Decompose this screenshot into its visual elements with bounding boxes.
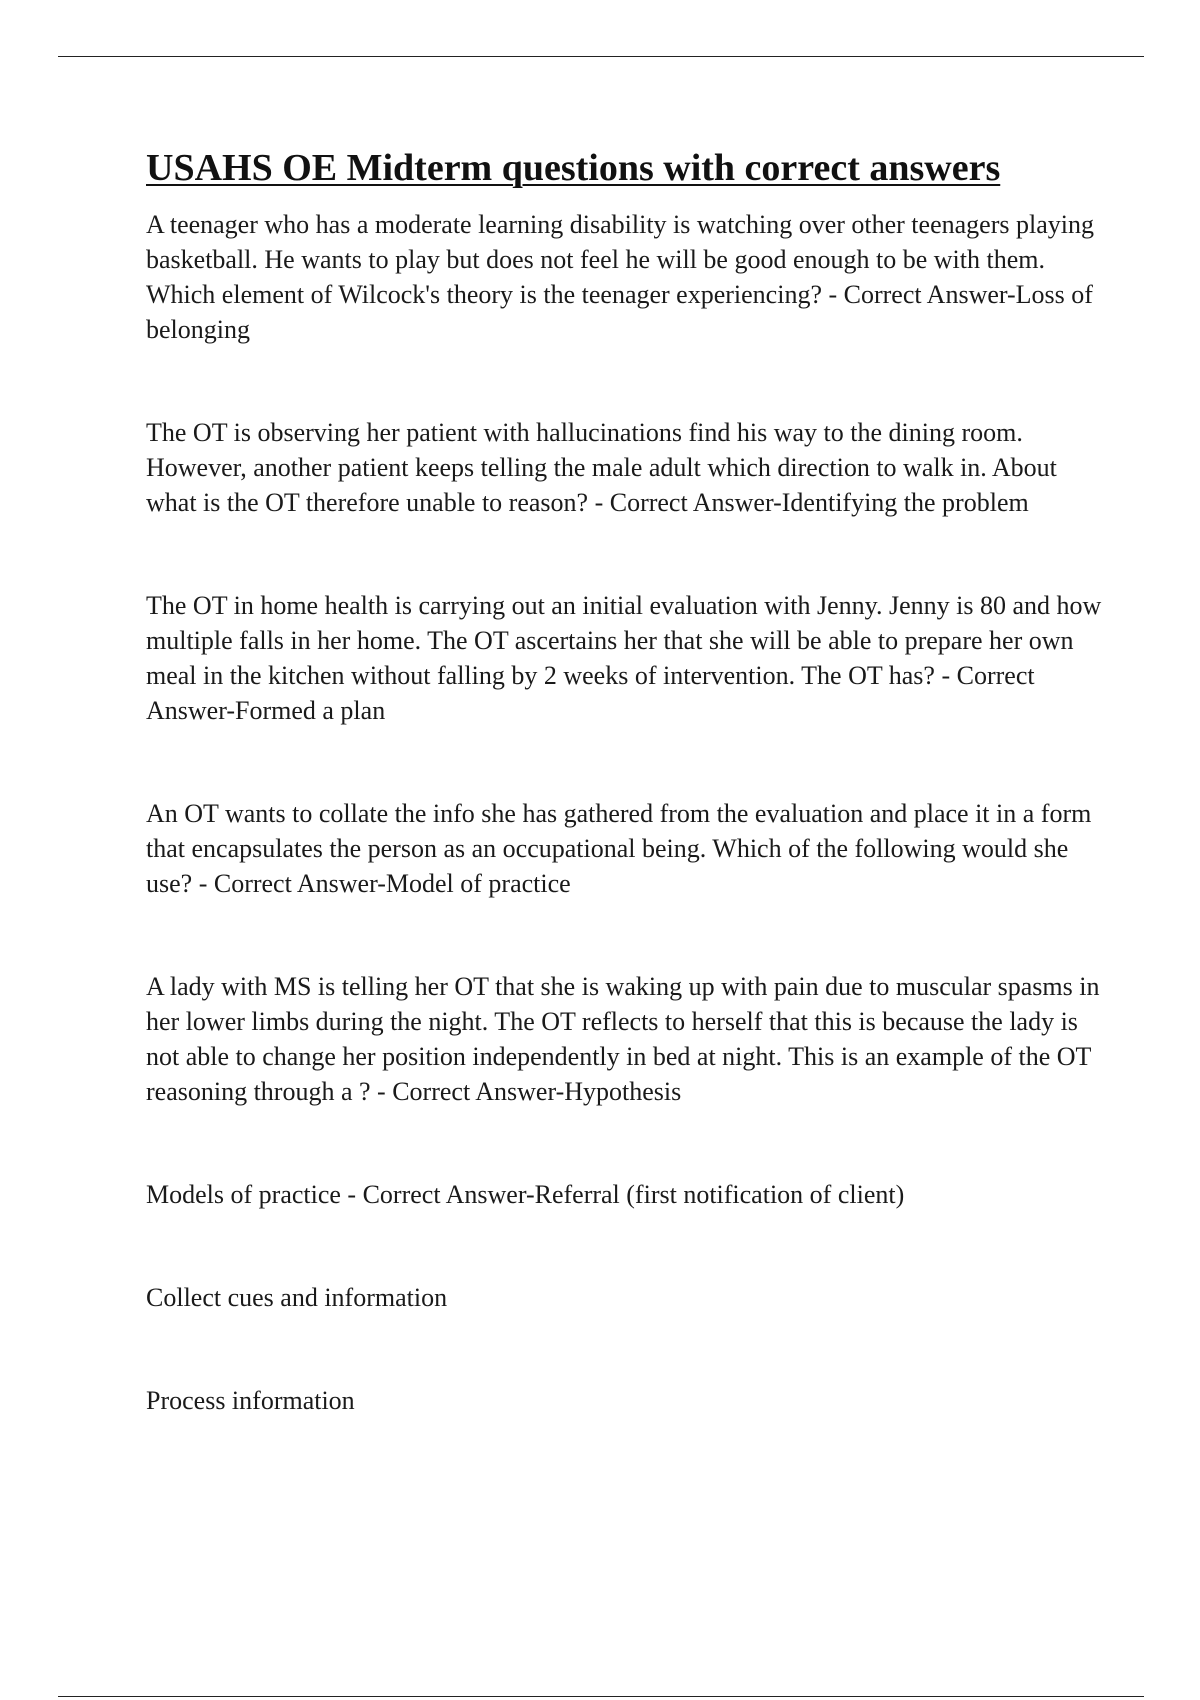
document-title: USAHS OE Midterm questions with correct answers bbox=[146, 147, 1001, 189]
paragraph-1: A teenager who has a moderate learning disability is watching over other teenagers playing basketball. He wants to play but does not feel he will be good enough to be with them. Which element of Wilcock's theory is the teenager experiencing? - Correct Answer-Loss of belonging bbox=[146, 210, 1094, 344]
bottom-rule bbox=[58, 1696, 1144, 1697]
page-content bbox=[146, 145, 1106, 1418]
paragraph-4: An OT wants to collate the info she has gathered from the evaluation and place it in a form that encapsulates the person as an occupational being. Which of the following would she use? - Correct Answer-Model of practice bbox=[146, 799, 1092, 898]
paragraph-2: The OT is observing her patient with hallucinations find his way to the dining room. However, another patient keeps telling the male adult which direction to walk in. About what is the OT therefore unable to reason? - Correct Answer-Identifying the problem bbox=[146, 418, 1057, 517]
paragraph-8: Process information bbox=[146, 1386, 355, 1415]
paragraph-6: Models of practice - Correct Answer-Referral (first notification of client) bbox=[146, 1180, 905, 1209]
paragraph-3: The OT in home health is carrying out an initial evaluation with Jenny. Jenny is 80 and how multiple falls in her home. The OT ascertains her that she will be able to prepare her own meal in the kitchen without falling by 2 weeks of intervention. The OT has? - Correct Answer-Formed a plan bbox=[146, 591, 1102, 725]
paragraph-5: A lady with MS is telling her OT that she is waking up with pain due to muscular spasms in her lower limbs during the night. The OT reflects to herself that this is because the lady is not able to change her position independently in bed at night. This is an example of the OT reasoning through a ? - Correct Answer-Hypothesis bbox=[146, 972, 1100, 1106]
top-rule bbox=[58, 56, 1144, 57]
paragraph-7: Collect cues and information bbox=[146, 1283, 448, 1312]
